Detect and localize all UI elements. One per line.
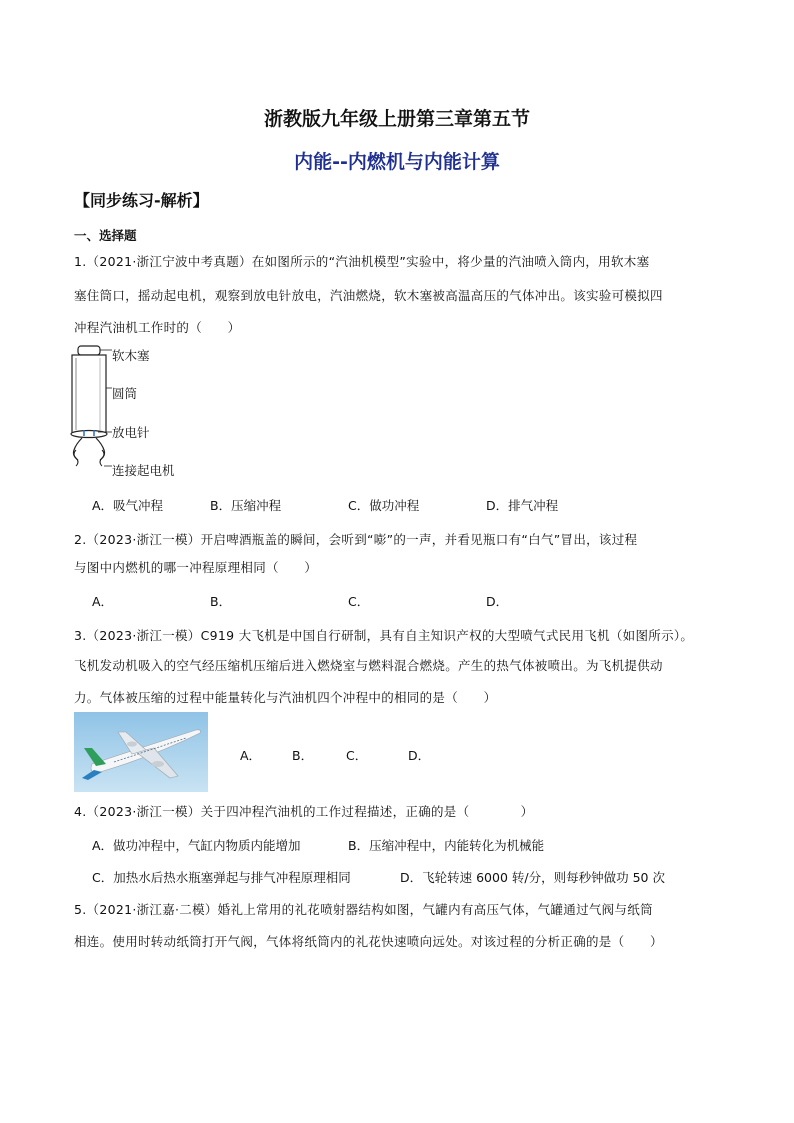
question-1-option-a: A．吸气冲程 [92, 498, 164, 513]
figure-label-cork: 软木塞 [112, 348, 150, 363]
question-2-line-1: 2.（2023·浙江一模）开启啤酒瓶盖的瞬间，会听到“嘭”的一声，并看见瓶口有“白气”冒出，该过程 [74, 532, 638, 547]
question-4-option-a: A．做功冲程中，气缸内物质内能增加 [92, 838, 301, 853]
question-2-line-2: 与图中内燃机的哪一冲程原理相同（ ） [74, 560, 318, 575]
question-2-option-d: D． [486, 594, 509, 609]
figure-label-cylinder: 圆筒 [112, 386, 138, 401]
question-1-option-d: D．排气冲程 [486, 498, 559, 513]
figure-label-needle: 放电针 [112, 425, 150, 440]
question-4-option-c: C．加热水后热水瓶塞弹起与排气冲程原理相同 [92, 870, 351, 885]
section-heading: 【同步练习-解析】 [74, 191, 209, 210]
question-5-line-2: 相连。使用时转动纸筒打开气阀，气体将纸筒内的礼花快速喷向远处。对该过程的分析正确的是（ ） [74, 934, 663, 949]
question-2-option-a: A． [92, 594, 114, 609]
document-subtitle: 内能--内燃机与内能计算 [294, 151, 500, 173]
question-1-line-3: 冲程汽油机工作时的（ ） [74, 320, 241, 335]
question-4-line-1: 4.（2023·浙江一模）关于四冲程汽油机的工作过程描述，正确的是（ ） [74, 804, 534, 819]
question-3-line-3: 力。气体被压缩的过程中能量转化与汽油机四个冲程中的相同的是（ ） [74, 690, 497, 705]
question-4-option-b: B．压缩冲程中，内能转化为机械能 [348, 838, 545, 853]
c919-airplane-image [74, 712, 208, 792]
question-3-option-c: C． [346, 748, 368, 763]
question-1-option-b: B．压缩冲程 [210, 498, 282, 513]
question-3-line-1: 3.（2023·浙江一模）C919 大飞机是中国自行研制，具有自主知识产权的大型喷气式民用飞机（如图所示）。 [74, 628, 694, 643]
question-1-line-2: 塞住筒口，摇动起电机，观察到放电针放电，汽油燃烧，软木塞被高温高压的气体冲出。该实验可模拟四 [74, 288, 663, 303]
question-3-line-2: 飞机发动机吸入的空气经压缩机压缩后进入燃烧室与燃料混合燃烧。产生的热气体被喷出。为飞机提供动 [74, 658, 663, 673]
subsection-heading: 一、选择题 [74, 228, 137, 243]
question-3-option-d: D． [408, 748, 431, 763]
question-4-option-d: D．飞轮转速 6000 转/分，则每秒钟做功 50 次 [400, 870, 665, 885]
question-3-option-a: A． [240, 748, 262, 763]
question-1-line-1: 1.（2021·浙江宁波中考真题）在如图所示的“汽油机模型”实验中，将少量的汽油喷入筒内，用软木塞 [74, 254, 650, 269]
question-3-option-b: B． [292, 748, 314, 763]
question-1-option-c: C．做功冲程 [348, 498, 420, 513]
question-2-option-c: C． [348, 594, 370, 609]
question-2-option-b: B． [210, 594, 232, 609]
document-title: 浙教版九年级上册第三章第五节 [263, 108, 530, 130]
figure-label-generator: 连接起电机 [112, 463, 175, 478]
question-5-line-1: 5.（2021·浙江嘉·二模）婚礼上常用的礼花喷射器结构如图，气罐内有高压气体，气罐通过气阀与纸筒 [74, 902, 653, 917]
